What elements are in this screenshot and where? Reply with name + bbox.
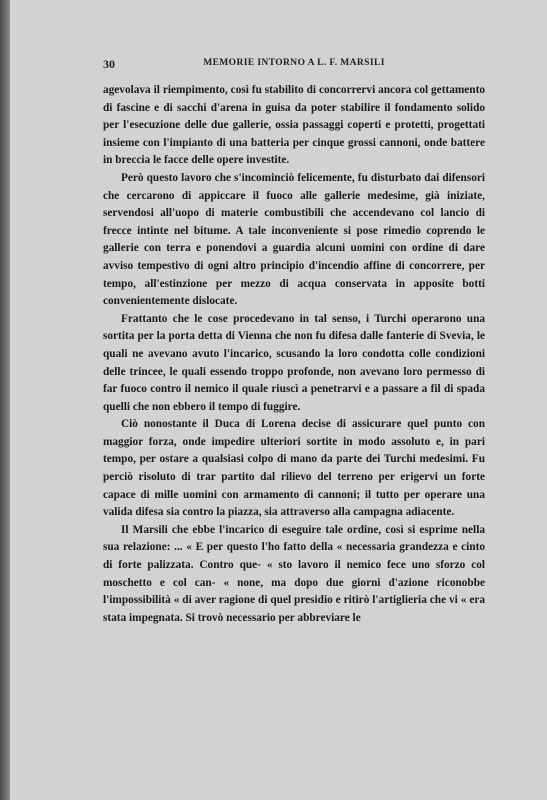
paragraph-3: Frattanto che le cose procedevano in tal senso, i Turchi operarono una sortita per la porta detta di Vienna che non fu difesa dalle fanterie di Svevia, le quali ne avevano avuto l'incarico, scusando la loro condotta colle condizioni delle trincee, le quali essendo troppo profonde, non avevano loro permesso di far fuoco contro il nemico il quale riuscì a penetrarvi e a passare a fil di spada quelli che non ebbero il tempo di fuggire. xyxy=(103,312,485,413)
paragraph-5: Il Marsili che ebbe l'incarico di eseguire tale ordine, così si esprime nella sua relazione: ... « E per questo l'ho fatto della « necessaria grandezza e cinto di forte palizzata. Contro que- « sto lavoro il nemico fece uno sforzo col moschetto e col can- « none, ma dopo due giorni d'azione riconobbe l'impossibilità « di aver ragione di quel presidio e ritirò l'artiglieria che vi « era stata impegnata. Si trovò necessario per abbreviare le xyxy=(103,523,485,624)
running-title: MEMORIE INTORNO A L. F. MARSILI xyxy=(203,58,385,68)
page-header xyxy=(103,57,485,73)
book-page xyxy=(10,0,547,800)
body-text xyxy=(103,82,485,627)
paragraph-2: Però questo lavoro che s'incominciò felicemente, fu disturbato dai difensori che cercarono di appiccare il fuoco alle gallerie medesime, già iniziate, servendosi all'uopo di materie combustibili che accendevano col lancio di frecce intinte nel bitume. A tale inconveniente si pose rimedio coprendo le gallerie con terra e ponendovi a guardia alcuni uomini con ordine di dare avviso tempestivo di ogni altro principio d'incendio affine di concorrere, per tempo, all'estinzione per mezzo di acqua conservata in apposite botti convenientemente dislocate. xyxy=(103,171,485,308)
paragraph-1: agevolava il riempimento, così fu stabilito di concorrervi ancora col gettamento di fascine e di sacchi d'arena in guisa da poter stabilire il fondamento solido per l'esecuzione delle due gallerie, ossia passaggi coperti e protetti, progettati insieme con l'impianto di una batteria per cinque grossi cannoni, onde battere in breccia le facce delle opere investite. xyxy=(103,84,485,167)
scan-edge xyxy=(0,0,10,800)
paragraph-4: Ciò nonostante il Duca di Lorena decise di assicurare quel punto con maggior forza, onde impedire ulteriori sortite in modo assoluto e, in pari tempo, per ostare a qualsiasi colpo di mano da parte dei Turchi medesimi. Fu perciò risoluto di trar partito dal rilievo del terreno per erigervi un forte capace di mille uomini con armamento di cannoni; il tutto per operare una valida difesa sia contro la piazza, sia attraverso alla campagna adiacente. xyxy=(103,418,485,519)
page-number: 30 xyxy=(103,57,115,71)
